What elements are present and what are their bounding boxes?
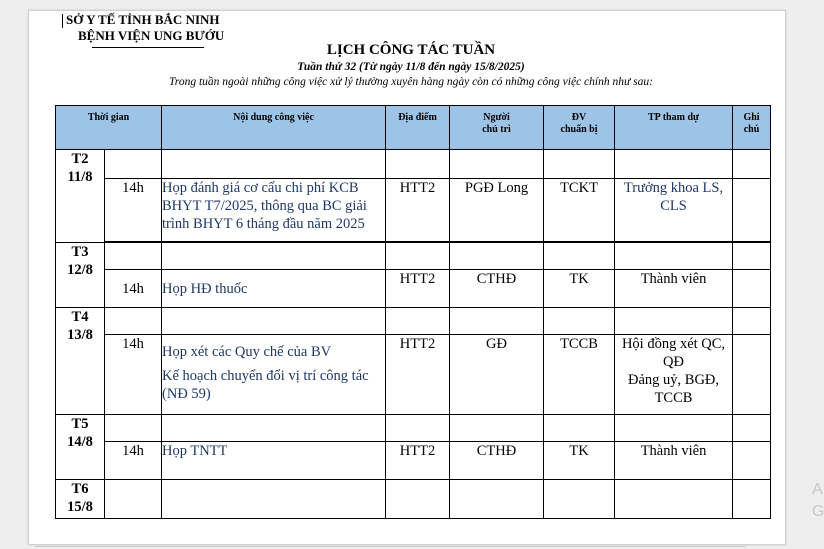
- prep-cell: TK: [544, 270, 615, 308]
- attendees-cell: Thành viên: [615, 270, 733, 308]
- header-chair: Người chủ trì: [450, 106, 544, 150]
- content-cell: Họp TNTT: [162, 442, 386, 480]
- table-row: [56, 243, 771, 270]
- intro-note: Trong tuần ngoài những công việc xử lý thường xuyên hàng ngày còn có những công việc chính như sau:: [169, 76, 653, 88]
- table-header-row: [56, 106, 771, 150]
- day-cell-t6: T6 15/8: [56, 480, 105, 519]
- org-department: SỞ Y TẾ TỈNH BẮC NINH: [66, 12, 220, 27]
- chair-cell: GĐ: [450, 335, 544, 415]
- week-subtitle: Tuần thứ 32 (Từ ngày 11/8 đến ngày 15/8/2025): [297, 61, 525, 73]
- header-attendees: TP tham dự: [615, 106, 733, 150]
- content-cell: Họp HĐ thuốc: [162, 270, 386, 308]
- day-cell-t4: T4 13/8: [56, 308, 105, 415]
- header-time: Thời gian: [56, 106, 162, 150]
- document-title: LỊCH CÔNG TÁC TUẦN: [326, 42, 496, 58]
- table-row: [56, 442, 771, 480]
- header-content: Nội dung công việc: [162, 106, 386, 150]
- chair-cell: CTHĐ: [450, 270, 544, 308]
- prep-cell: TCCB: [544, 335, 615, 415]
- time-cell: 14h: [105, 179, 162, 242]
- header-prep-unit: ĐV chuẩn bị: [544, 106, 615, 150]
- table-row: [56, 308, 771, 335]
- content-cell: Họp đánh giá cơ cấu chi phí KCB BHYT T7/2025, thông qua BC giải trình BHYT 6 tháng đầu năm 2025: [162, 179, 386, 242]
- header-location: Địa điểm: [386, 106, 450, 150]
- notes-cell: [733, 270, 771, 308]
- table-row: [56, 270, 771, 308]
- attendees-cell: Trưởng khoa LS, CLS: [615, 179, 733, 242]
- attendees-cell: Hội đồng xét QC, QĐ Đảng uỷ, BGĐ, TCCB: [615, 335, 733, 415]
- location-cell: HTT2: [386, 179, 450, 242]
- location-cell: HTT2: [386, 335, 450, 415]
- table-row: [56, 150, 771, 179]
- content-cell: Họp xét các Quy chế của BV Kế hoạch chuyển đổi vị trí công tác (NĐ 59): [162, 335, 386, 415]
- clipped-edge-text: A: [812, 481, 823, 498]
- chair-cell: CTHĐ: [450, 442, 544, 480]
- notes-cell: [733, 335, 771, 415]
- clipped-edge-text: G: [812, 503, 824, 520]
- location-cell: HTT2: [386, 442, 450, 480]
- header-notes: Ghi chú: [733, 106, 771, 150]
- table-row: [56, 415, 771, 442]
- location-cell: HTT2: [386, 270, 450, 308]
- table-row: [56, 335, 771, 415]
- organization-header: [66, 12, 224, 44]
- chair-cell: PGĐ Long: [450, 179, 544, 242]
- day-cell-t5: T5 14/8: [56, 415, 105, 480]
- prep-cell: TCKT: [544, 179, 615, 242]
- time-cell: 14h: [105, 335, 162, 415]
- day-cell-t3: T3 12/8: [56, 243, 105, 308]
- notes-cell: [733, 442, 771, 480]
- margin-marker: [62, 14, 63, 28]
- org-hospital: BỆNH VIỆN UNG BƯỚU: [78, 28, 225, 43]
- prep-cell: TK: [544, 442, 615, 480]
- attendees-cell: Thành viên: [615, 442, 733, 480]
- time-cell: 14h: [105, 270, 162, 308]
- day-cell-t2: T2 11/8: [56, 150, 105, 243]
- notes-cell: [733, 179, 771, 242]
- table-row: [56, 480, 771, 519]
- schedule-table: [55, 105, 771, 519]
- table-row: [56, 179, 771, 242]
- time-cell: 14h: [105, 442, 162, 480]
- bottom-divider: [35, 546, 745, 547]
